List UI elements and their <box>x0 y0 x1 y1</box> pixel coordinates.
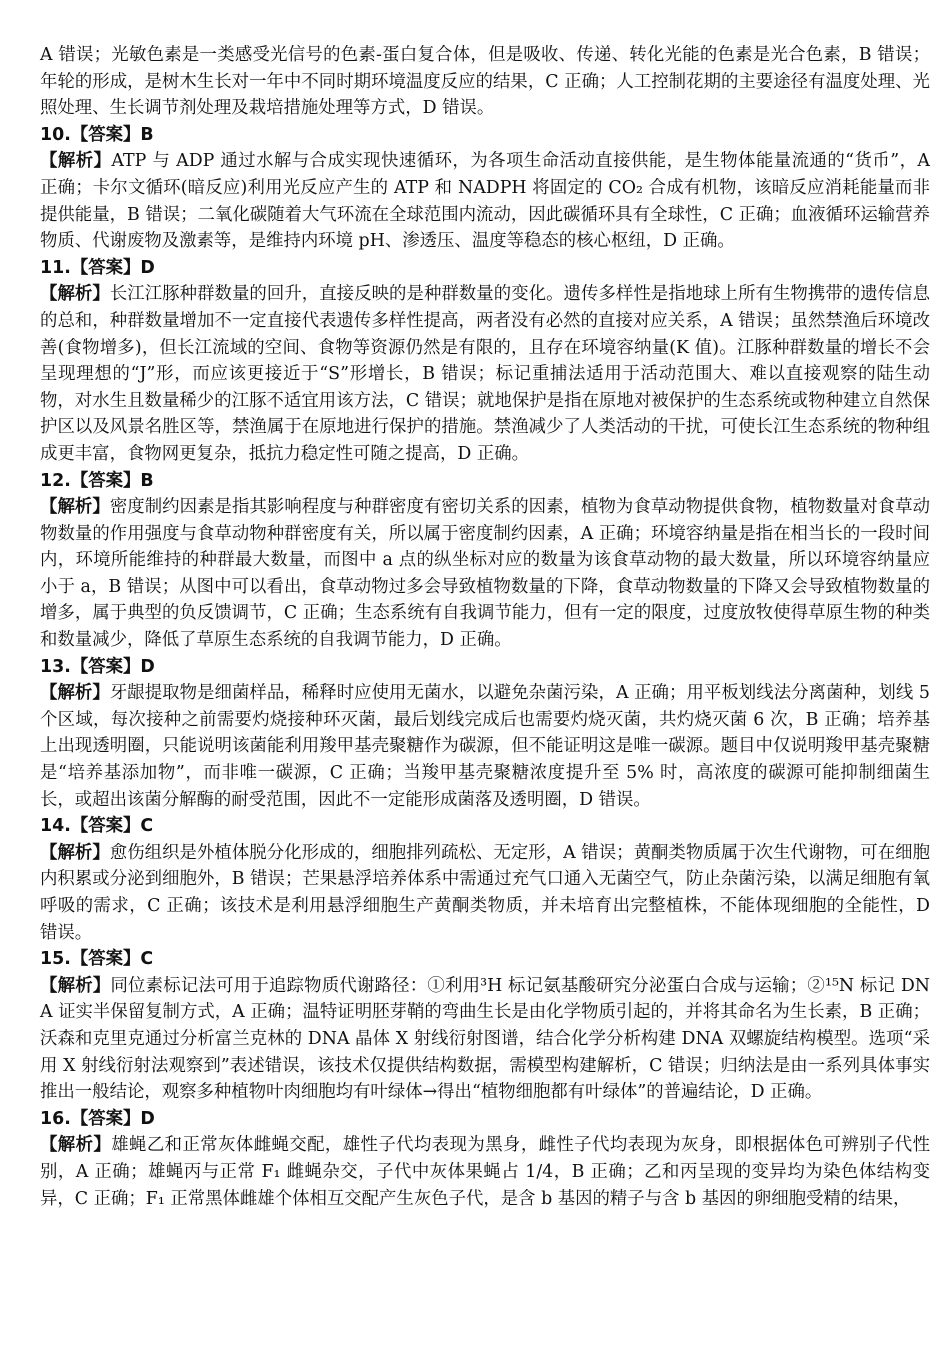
question-block <box>40 654 930 814</box>
question-number: 12. <box>40 470 71 491</box>
question-block <box>40 813 930 946</box>
answer-page <box>40 42 930 1212</box>
answer-value: D <box>140 1108 155 1129</box>
answer-tag: 【答案】 <box>70 257 141 278</box>
explanation-text: 密度制约因素是指其影响程度与种群密度有密切关系的因素，植物为食草动物提供食物，植物数量对食草动物数量的作用强度与食草动物种群密度有关，所以属于密度制约因素，A 正确；环境容纳量是指在相当长的一段时间内，环境所能维持的种群最大数量，而图中 a 点的纵坐标对应的数量为该食草动物的最大数量，所以环境容纳量应小于 a，B 错误；从图中可以看出，食草动物过多会导致植物数量的下降，食草动物数量的下降又会导致植物数量的增多，属于典型的负反馈调节，C 正确；生态系统有自我调节能力，但有一定的限度，过度放牧使得草原生物的种类和数量减少，降低了草原生态系统的自我调节能力，D 正确。 <box>40 497 930 651</box>
answer-line <box>40 813 930 840</box>
question-block <box>40 122 930 255</box>
answer-tag: 【答案】 <box>70 656 141 677</box>
continuation-paragraph: A 错误；光敏色素是一类感受光信号的色素-蛋白复合体，但是吸收、传递、转化光能的色素是光合色素，B 错误；年轮的形成，是树木生长对一年中不同时期环境温度反应的结果，C 正确；人工控制花期的主要途径有温度处理、光照处理、生长调节剂处理及栽培措施处理等方式，D 错误。 <box>40 45 930 119</box>
explanation-text: ATP 与 ADP 通过水解与合成实现快速循环，为各项生命活动直接供能，是生物体能量流通的“货币”，A 正确；卡尔文循环(暗反应)利用光反应产生的 ATP 和 NADPH 将固定的 CO₂ 合成有机物，该暗反应消耗能量而非提供能量，B 错误；二氧化碳随着大气环流在全球范围内流动，因此碳循环具有全球性，C 正确；血液循环运输营养物质、代谢废物及激素等，是维持内环境 pH、渗透压、温度等稳态的核心枢纽，D 正确。 <box>40 151 930 252</box>
question-number: 14. <box>40 816 71 837</box>
question-block <box>40 1106 930 1212</box>
answer-value: B <box>140 470 154 491</box>
answer-value: C <box>140 949 154 970</box>
explanation-tag: 【解析】 <box>40 842 110 863</box>
answer-tag: 【答案】 <box>70 470 141 491</box>
answer-value: B <box>140 124 154 145</box>
answer-line <box>40 122 930 149</box>
question-number: 10. <box>40 124 71 145</box>
answer-line <box>40 468 930 495</box>
question-block <box>40 946 930 1106</box>
question-number: 13. <box>40 656 71 677</box>
question-block <box>40 468 930 654</box>
explanation-text: 牙龈提取物是细菌样品，稀释时应使用无菌水，以避免杂菌污染，A 正确；用平板划线法分离菌种，划线 5 个区域，每次接种之前需要灼烧接种环灭菌，最后划线完成后也需要灼烧灭菌，共灼烧灭菌 6 次，B 正确；培养基上出现透明圈，只能说明该菌能利用羧甲基壳聚糖作为碳源，但不能证明这是唯一碳源。题目中仅说明羧甲基壳聚糖是“培养基添加物”，而非唯一碳源，C 正确；当羧甲基壳聚糖浓度提升至 5% 时，高浓度的碳源可能抑制细菌生长，或超出该菌分解酶的耐受范围，因此不一定能形成菌落及透明圈，D 错误。 <box>40 683 930 810</box>
question-block <box>40 255 930 468</box>
explanation-text: 愈伤组织是外植体脱分化形成的，细胞排列疏松、无定形，A 错误；黄酮类物质属于次生代谢物，可在细胞内积累或分泌到细胞外，B 错误；芒果悬浮培养体系中需通过充气口通入无菌空气，防止杂菌污染，以满足细胞有氧呼吸的需求，C 正确；该技术是利用悬浮细胞生产黄酮类物质，并未培育出完整植株，不能体现细胞的全能性，D 错误。 <box>40 842 930 943</box>
explanation-tag: 【解析】 <box>40 151 112 172</box>
answer-tag: 【答案】 <box>70 1108 141 1129</box>
answer-line <box>40 654 930 681</box>
question-number: 16. <box>40 1108 71 1129</box>
explanation-paragraph <box>40 680 930 813</box>
explanation-text: 长江江豚种群数量的回升，直接反映的是种群数量的变化。遗传多样性是指地球上所有生物携带的遗传信息的总和，种群数量增加不一定直接代表遗传多样性提高，两者没有必然的直接对应关系，A 错误；虽然禁渔后环境改善(食物增多)，但长江流域的空间、食物等资源仍然是有限的，且存在环境容纳量(K 值)。江豚种群数量的增长不会呈现理想的“J”形，而应该更接近于“S”形增长，B 错误；标记重捕法适用于活动范围大、难以直接观察的陆生动物，对水生且数量稀少的江豚不适宜用该方法，C 错误；就地保护是指在原地对被保护的生态系统或物种建立自然保护区以及风景名胜区等，禁渔属于在原地进行保护的措施。禁渔减少了人类活动的干扰，可使长江生态系统的物种组成更丰富，食物网更复杂，抵抗力稳定性可随之提高，D 正确。 <box>40 284 930 464</box>
answer-line <box>40 946 930 973</box>
explanation-text: 同位素标记法可用于追踪物质代谢路径：①利用³H 标记氨基酸研究分泌蛋白合成与运输；②¹⁵N 标记 DNA 证实半保留复制方式，A 正确；温特证明胚芽鞘的弯曲生长是由化学物质引起的，并将其命名为生长素，B 正确；沃森和克里克通过分析富兰克林的 DNA 晶体 X 射线衍射图谱，结合化学分析构建 DNA 双螺旋结构模型。选项“采用 X 射线衍射法观察到”表述错误，该技术仅提供结构数据，需模型构建解析，C 错误；归纳法是由一系列具体事实推出一般结论，观察多种植物叶肉细胞均有叶绿体→得出“植物细胞都有叶绿体”的普遍结论，D 正确。 <box>40 975 930 1103</box>
explanation-tag: 【解析】 <box>40 683 110 704</box>
answer-line <box>40 1106 930 1133</box>
answer-value: D <box>140 257 155 278</box>
question-number: 11. <box>40 257 71 278</box>
answer-value: C <box>140 816 154 837</box>
explanation-tag: 【解析】 <box>40 284 110 305</box>
explanation-paragraph <box>40 1132 930 1212</box>
answer-value: D <box>140 656 155 677</box>
explanation-paragraph <box>40 281 930 467</box>
question-list <box>40 122 930 1212</box>
explanation-paragraph <box>40 973 930 1106</box>
answer-tag: 【答案】 <box>70 816 141 837</box>
question-number: 15. <box>40 949 71 970</box>
explanation-tag: 【解析】 <box>40 497 110 518</box>
answer-line <box>40 255 930 282</box>
explanation-paragraph <box>40 148 930 254</box>
explanation-paragraph <box>40 840 930 946</box>
explanation-text: 雄蝇乙和正常灰体雌蝇交配，雄性子代均表现为黑身，雌性子代均表现为灰身，即根据体色可辨别子代性别，A 正确；雄蝇丙与正常 F₁ 雌蝇杂交，子代中灰体果蝇占 1/4，B 正确；乙和丙呈现的变异均为染色体结构变异，C 正确；F₁ 正常黑体雌雄个体相互交配产生灰色子代，是含 b 基因的精子与含 b 基因的卵细胞受精的结果， <box>40 1135 930 1209</box>
explanation-tag: 【解析】 <box>40 975 111 996</box>
explanation-paragraph <box>40 494 930 654</box>
explanation-tag: 【解析】 <box>40 1135 112 1156</box>
answer-tag: 【答案】 <box>70 124 141 145</box>
answer-tag: 【答案】 <box>70 949 141 970</box>
